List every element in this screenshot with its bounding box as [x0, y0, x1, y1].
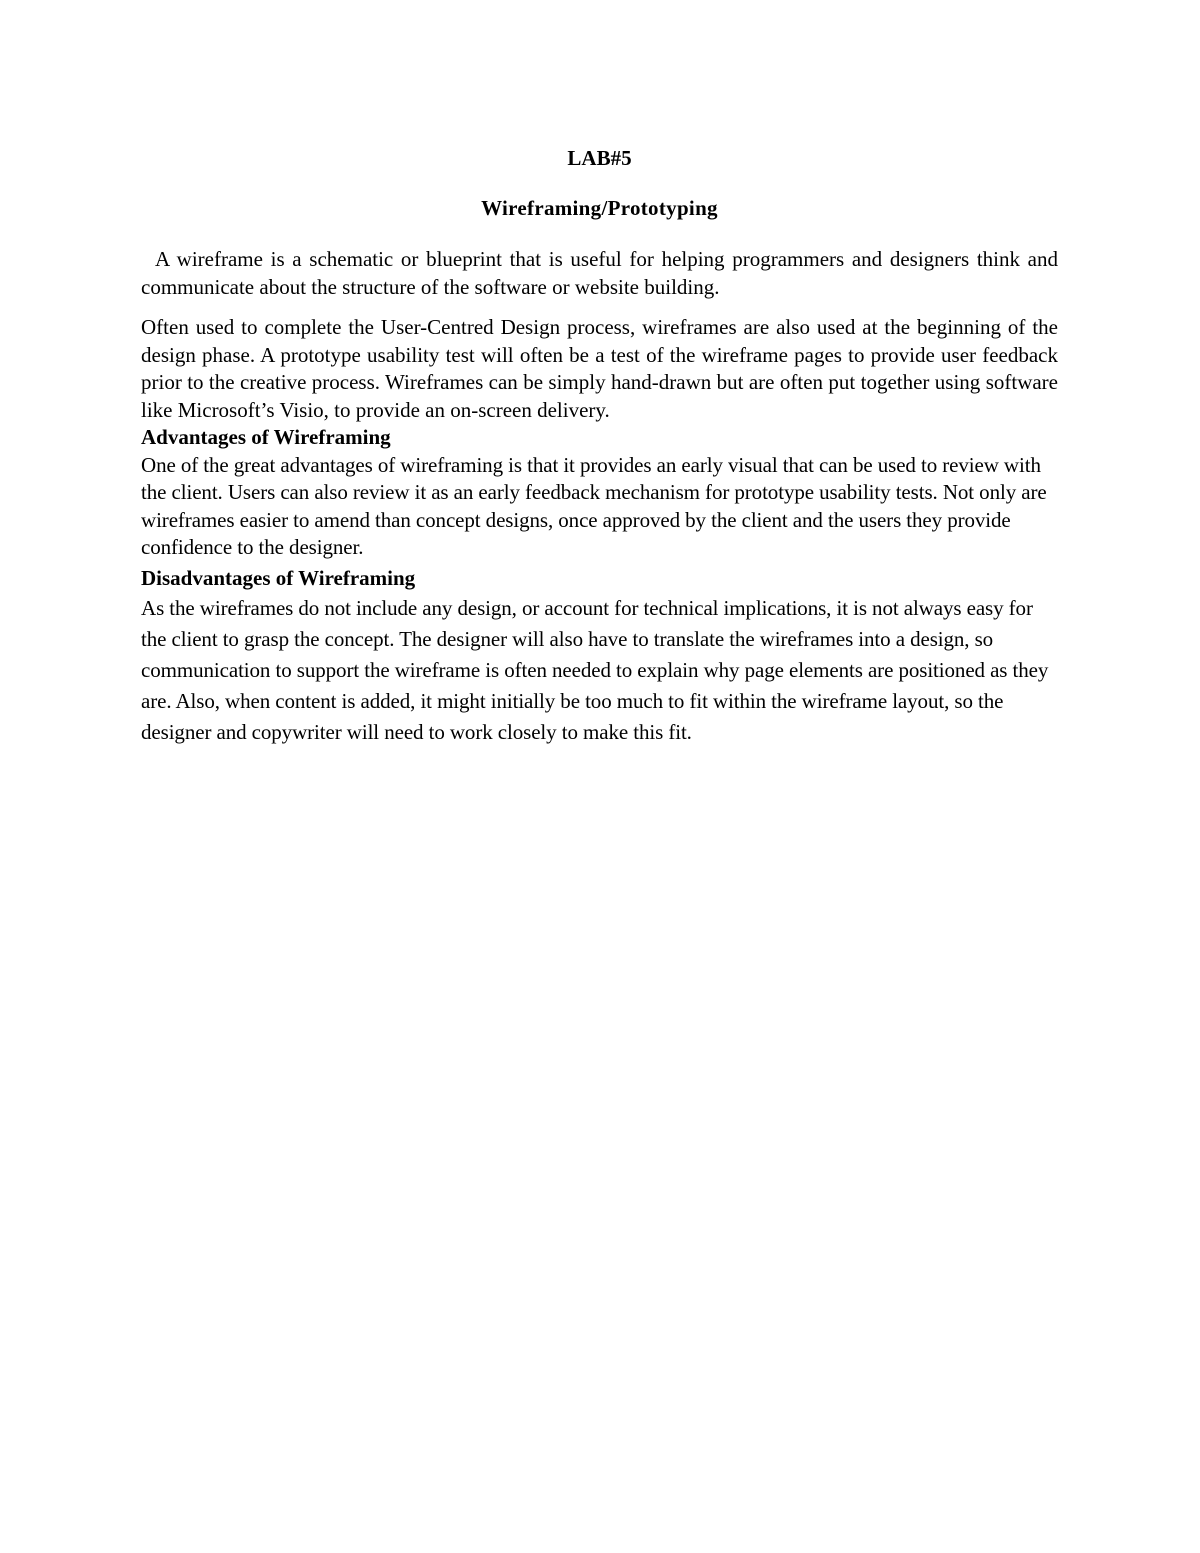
- intro-paragraph: A wireframe is a schematic or blueprint that is useful for helping programmers and designers think and communicate about the structure of the software or website building.: [141, 247, 1058, 299]
- disadvantages-heading: Disadvantages of Wireframing: [141, 565, 416, 590]
- advantages-heading: Advantages of Wireframing: [141, 425, 391, 449]
- disadvantages-paragraph: As the wireframes do not include any design, or account for technical implications, it is not always easy for the client to grasp the concept. The designer will also have to translate the wireframes into a design, so communication to support the wireframe is often needed to explain why page elements are positioned as they are. Also, when content is added, it might initially be too much to fit within the wireframe layout, so the designer and copywriter will need to work closely to make this fit.: [141, 596, 1049, 744]
- advantages-paragraph: One of the great advantages of wireframing is that it provides an early visual that can be used to review with the client. Users can also review it as an early feedback mechanism for prototype usability tests. Not only are wireframes easier to amend than concept designs, once approved by the client and the users they provide confidence to the designer.: [141, 452, 1047, 559]
- lab-title: LAB#5: [567, 146, 632, 170]
- often-used-paragraph: Often used to complete the User-Centred Design process, wireframes are also used at the beginning of the design phase. A prototype usability test will often be a test of the wireframe pages to provide user feedback prior to the creative process. Wireframes can be simply hand-drawn but are often put together using software like Microsoft’s Visio, to provide an on-screen delivery.: [141, 315, 1058, 422]
- document-body: [141, 138, 1058, 748]
- document-subtitle: Wireframing/Prototyping: [481, 196, 718, 220]
